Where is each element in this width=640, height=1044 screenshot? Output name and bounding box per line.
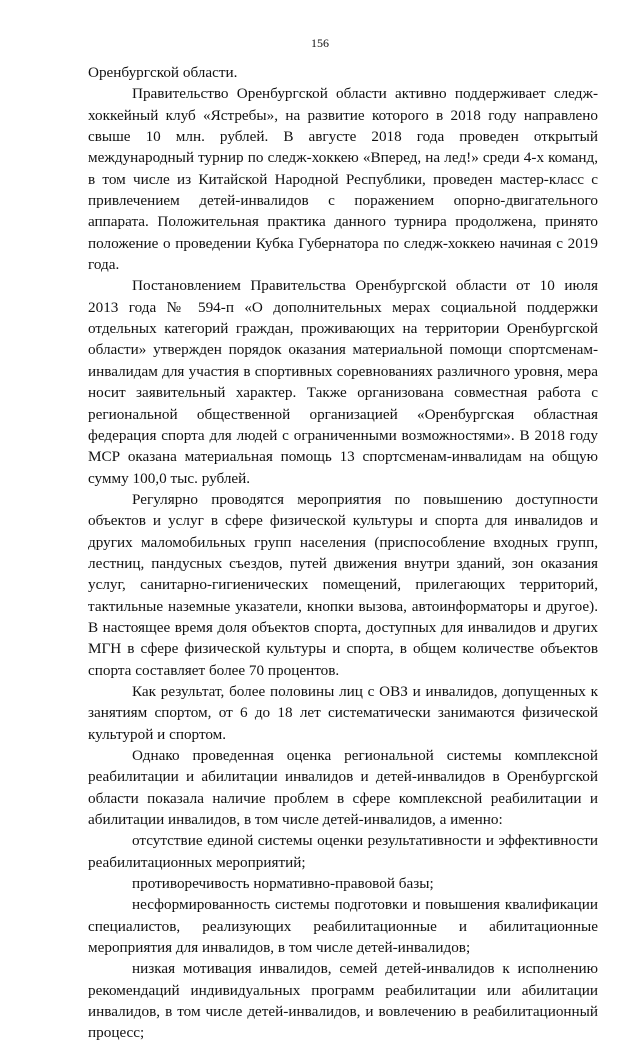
paragraph-result: Как результат, более половины лиц с ОВЗ и инвалидов, допущенных к занятиям спортом, от 6 до 18 лет систематически занимаются физической культурой и спортом. — [88, 682, 598, 743]
list-item-legal-base: противоречивость нормативно-правовой базы; — [132, 875, 434, 893]
paragraph-continuation: Оренбургской области. — [88, 64, 238, 81]
page-body — [88, 62, 598, 1044]
paragraph-problems-intro: Однако проведенная оценка региональной системы комплексной реабилитации и абилитации инвалидов и детей-инвалидов в Оренбургской области показала наличие проблем в сфере комплексной реабилитации и абилитации инвалидов, в том числе детей-инвалидов, а именно: — [88, 747, 598, 829]
list-item-low-motivation: низкая мотивация инвалидов, семей детей-инвалидов к исполнению рекомендаций индивидуальных программ реабилитации или абилитации инвалидов, в том числе детей-инвалидов, и вовлечению в реабилитационный процесс; — [88, 960, 598, 1042]
paragraph-accessibility: Регулярно проводятся мероприятия по повышению доступности объектов и услуг в сфере физической культуры и спорта для инвалидов и других маломобильных групп населения (приспособление входных групп, лестниц, пандусных съездов, путей движения внутри зданий, зон оказания услуг, санитарно-гигиенических помещений, прилегающих территорий, тактильные наземные указатели, кнопки вызова, автоинформаторы и другое). В настоящее время доля объектов спорта, доступных для инвалидов и других МГН в сфере физической культуры и спорта, в общем количестве объектов спорта составляет более 70 процентов. — [88, 490, 598, 679]
paragraph-resolution-594: Постановлением Правительства Оренбургской области от 10 июля 2013 года № 594-п «О дополнительных мерах социальной поддержки отдельных категорий граждан, проживающих на территории Оренбургской области» утвержден порядок оказания материальной помощи спортсменам-инвалидам для участия в спортивных соревнованиях различного уровня, мера носит заявительный характер. Также организована совместная работа с региональной общественной организацией «Оренбургская областная федерация спорта для людей с ограниченными возможностями». В 2018 году МСР оказана материальная помощь 13 спортсменам-инвалидам на общую сумму 100,0 тыс. рублей. — [88, 277, 598, 487]
list-item-evaluation-system: отсутствие единой системы оценки результативности и эффективности реабилитационных мероприятий; — [88, 832, 598, 871]
paragraph-sledge-hockey: Правительство Оренбургской области активно поддерживает следж-хоккейный клуб «Ястребы», на развитие которого в 2018 году направлено свыше 10 млн. рублей. В августе 2018 года проведен открытый международный турнир по следж-хоккею «Вперед, на лед!» среди 4-х команд, в том числе из Китайской Народной Республики, проведен мастер-класс с привлечением детей-инвалидов с поражением опорно-двигательного аппарата. Положительная практика данного турнира продолжена, принято положение о проведении Кубка Губернатора по следж-хоккею начиная с 2019 года. — [88, 85, 598, 274]
page-number: 156 — [311, 36, 329, 50]
list-item-specialist-training: несформированность системы подготовки и повышения квалификации специалистов, реализующих реабилитационные и абилитационные мероприятия для инвалидов, в том числе детей-инвалидов; — [88, 896, 598, 957]
